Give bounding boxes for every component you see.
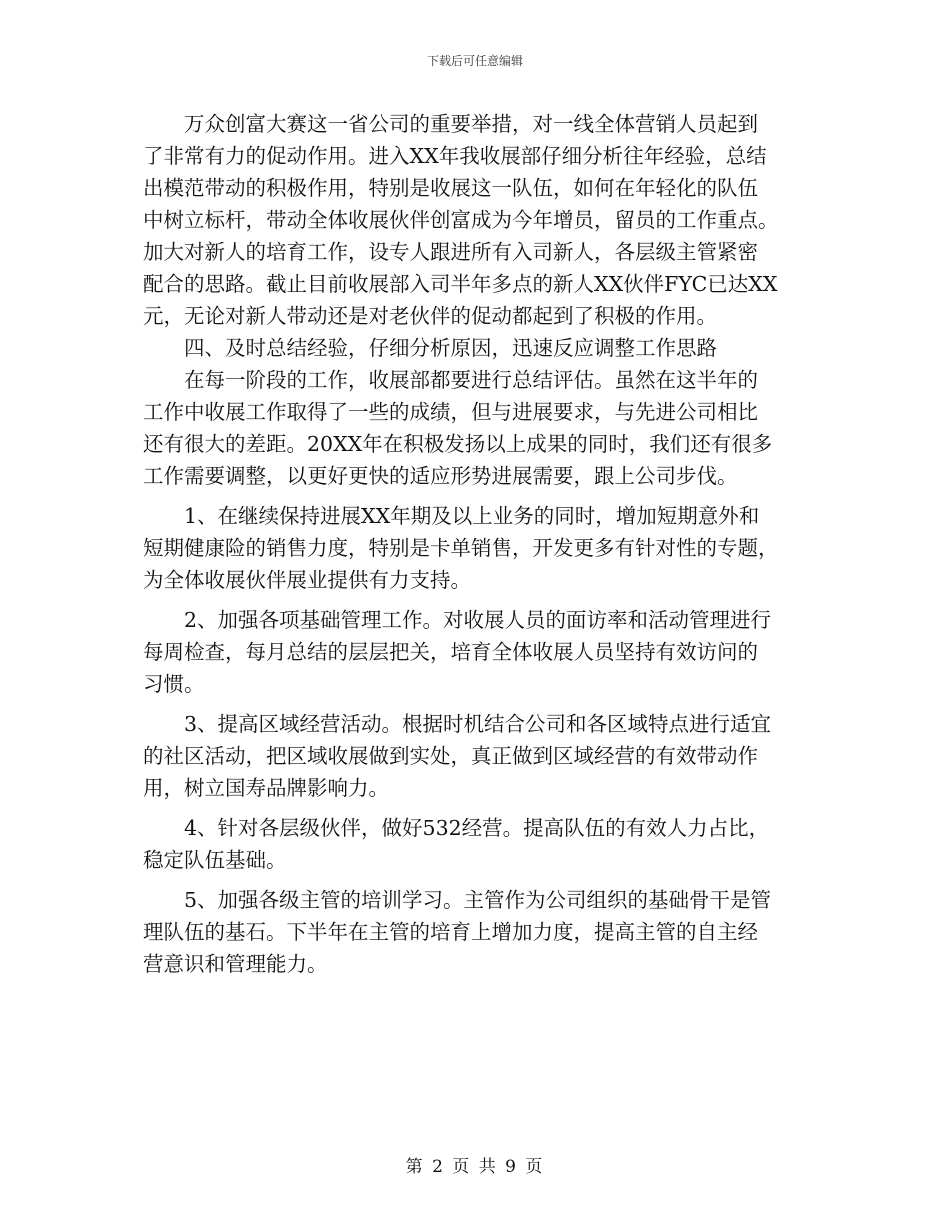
list-item-line: 习惯。 xyxy=(143,672,205,696)
body-line: 出模范带动的积极作用，特别是收展这一队伍，如何在年轻化的队伍 xyxy=(143,176,758,200)
list-item-line: 5、加强各级主管的培训学习。主管作为公司组织的基础骨干是管 xyxy=(143,888,772,912)
body-line: 了非常有力的促动作用。进入XX年我收展部仔细分析往年经验，总结 xyxy=(143,144,767,168)
list-item-line: 每周检查，每月总结的层层把关，培育全体收展人员坚持有效访问的 xyxy=(143,640,758,664)
list-item-line: 理队伍的基石。下半年在主管的培育上增加力度，提高主管的自主经 xyxy=(143,920,758,944)
list-item-line: 为全体收展伙伴展业提供有力支持。 xyxy=(143,568,471,592)
paragraph-gap xyxy=(143,876,805,884)
page-header-note: 下载后可任意编辑 xyxy=(426,54,523,68)
list-item-line: 1、在继续保持进展XX年期及以上业务的同时，增加短期意外和 xyxy=(143,504,760,528)
body-line: 还有很大的差距。20XX年在积极发扬以上成果的同时，我们还有很多 xyxy=(143,432,773,456)
body-line: 元，无论对新人带动还是对老伙伴的促动都起到了积极的作用。 xyxy=(143,304,717,328)
paragraph-gap xyxy=(143,492,805,500)
body-line: 加大对新人的培育工作，设专人跟进所有入司新人，各层级主管紧密 xyxy=(143,240,758,264)
body-line: 工作中收展工作取得了一些的成绩，但与进展要求，与先进公司相比 xyxy=(143,400,758,424)
list-item-line: 2、加强各项基础管理工作。对收展人员的面访率和活动管理进行 xyxy=(143,608,772,632)
list-item-line: 4、针对各层级伙伴，做好532经营。提高队伍的有效人力占比， xyxy=(143,816,770,840)
list-item-line: 短期健康险的销售力度，特别是卡单销售，开发更多有针对性的专题， xyxy=(143,536,779,560)
paragraph-gap xyxy=(143,700,805,708)
body-line: 工作需要调整，以更好更快的适应形势进展需要，跟上公司步伐。 xyxy=(143,464,738,488)
list-item-line: 稳定队伍基础。 xyxy=(143,848,287,872)
body-line: 万众创富大赛这一省公司的重要举措，对一线全体营销人员起到 xyxy=(143,112,758,136)
section-heading: 四、及时总结经验，仔细分析原因，迅速反应调整工作思路 xyxy=(143,336,717,360)
paragraph-gap xyxy=(143,804,805,812)
list-item-line: 营意识和管理能力。 xyxy=(143,952,328,976)
page-number: 第 2 页 共 9 页 xyxy=(405,1157,545,1177)
body-line: 中树立标杆，带动全体收展伙伴创富成为今年增员，留员的工作重点。 xyxy=(143,208,779,232)
paragraph-gap xyxy=(143,596,805,604)
document-body xyxy=(143,108,805,980)
body-line: 在每一阶段的工作，收展部都要进行总结评估。虽然在这半年的 xyxy=(143,368,758,392)
list-item-line: 3、提高区域经营活动。根据时机结合公司和各区域特点进行适宜 xyxy=(143,712,772,736)
list-item-line: 用，树立国寿品牌影响力。 xyxy=(143,776,389,800)
list-item-line: 的社区活动，把区域收展做到实处，真正做到区域经营的有效带动作 xyxy=(143,744,758,768)
body-line: 配合的思路。截止目前收展部入司半年多点的新人XX伙伴FYC已达XX xyxy=(143,272,778,296)
